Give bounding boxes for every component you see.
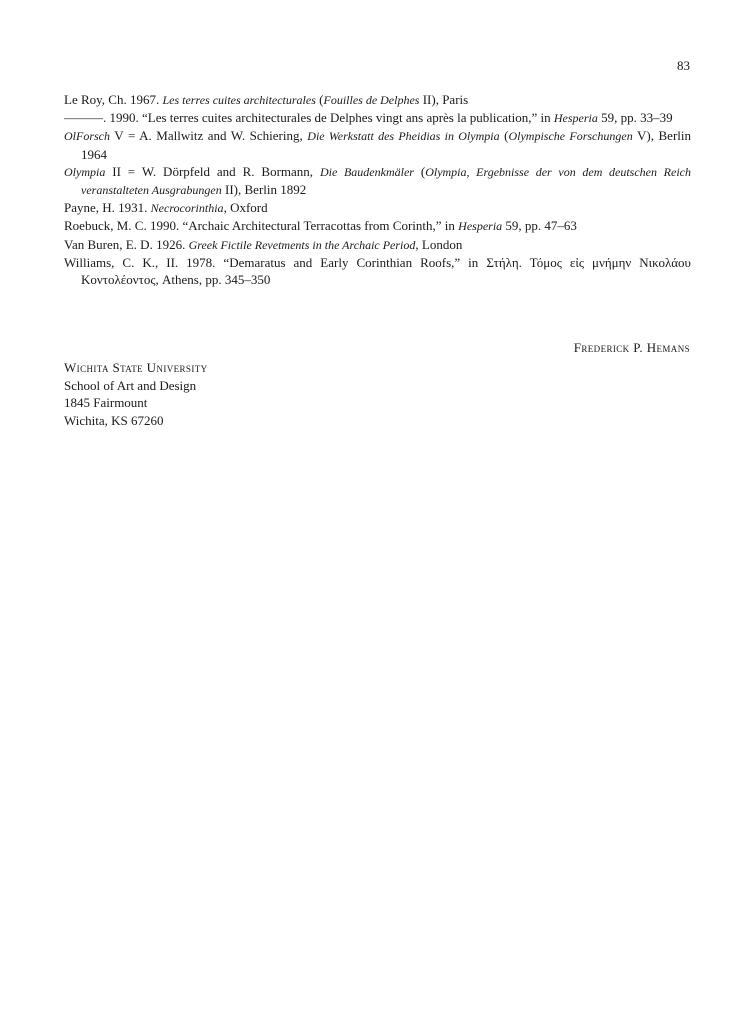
address-line: 1845 Fairmount (64, 395, 148, 410)
entry-text: II = W. Dörpfeld and R. Bormann, (105, 163, 320, 179)
bib-entry-le-roy-1990 (64, 109, 691, 127)
entry-text: Van Buren, E. D. 1926. (64, 236, 189, 252)
entry-text: ———. 1990. “Les terres cuites architecturales de Delphes vingt ans après la publication,” in (64, 110, 554, 126)
entry-text: , Oxford (223, 200, 268, 216)
entry-text: II), Paris (419, 92, 469, 107)
entry-series: Olympische Forschungen (508, 129, 633, 144)
entry-text: ( (413, 163, 426, 179)
entry-text: II), Berlin 1892 (221, 182, 307, 198)
entry-journal: Hesperia (553, 111, 598, 126)
entry-journal: Hesperia (458, 219, 503, 234)
bib-entry-van-buren-1926 (64, 236, 691, 254)
entry-text: Roebuck, M. C. 1990. “Archaic Architectural Terracottas from Corinth,” in (64, 218, 459, 234)
entry-title: Les terres cuites architecturales (162, 93, 316, 107)
address-line: School of Art and Design (64, 377, 197, 393)
bib-entry-olympia (64, 163, 691, 199)
bib-entry-olforsch (64, 127, 691, 162)
entry-text: 59, pp. 33–39 (597, 110, 673, 126)
entry-text: V), Berlin 1964 (81, 128, 692, 162)
entry-text: ( (499, 128, 509, 144)
entry-series: Fouilles de Delphes (323, 93, 420, 107)
entry-abbrev: OlForsch (64, 129, 110, 144)
page-number: 83 (677, 58, 690, 73)
entry-text: Payne, H. 1931. (64, 200, 151, 216)
entry-abbrev: Olympia (64, 164, 106, 179)
entry-text: V = A. Mallwitz and W. Schiering, (110, 128, 308, 144)
bib-entry-williams-1978 (64, 254, 691, 288)
author-address (64, 359, 208, 429)
bib-entry-roebuck-1990 (64, 217, 691, 235)
author-signature: Frederick P. Hemans (573, 340, 690, 355)
entry-text: , London (415, 236, 463, 252)
entry-title: Die Baudenkmäler (319, 164, 414, 179)
bibliography (64, 91, 691, 288)
institution-name: Wichita State University (64, 360, 208, 375)
bib-entry-payne-1931 (64, 199, 691, 217)
entry-text: ( (315, 92, 324, 107)
entry-title: Greek Fictile Revetments in the Archaic Period (188, 237, 416, 252)
entry-title: Necrocorinthia (150, 201, 224, 216)
entry-title: Die Werkstatt des Pheidias in Olympia (307, 129, 500, 144)
entry-text: 59, pp. 47–63 (502, 218, 577, 234)
bib-entry-le-roy-1967 (64, 91, 691, 109)
entry-series: Olympia, Ergebnisse der von dem deutschen Reich veranstalteten Ausgrabungen (81, 164, 691, 198)
entry-text: Williams, C. K., II. 1978. “Demaratus and Early Corinthian Roofs,” in Στήλη. Τόμος εἰς μνήμην Νικολάου Κοντολέοντος, Athens, pp. 345–350 (64, 254, 691, 288)
entry-text: Le Roy, Ch. 1967. (64, 92, 163, 107)
address-line: Wichita, KS 67260 (64, 412, 164, 428)
